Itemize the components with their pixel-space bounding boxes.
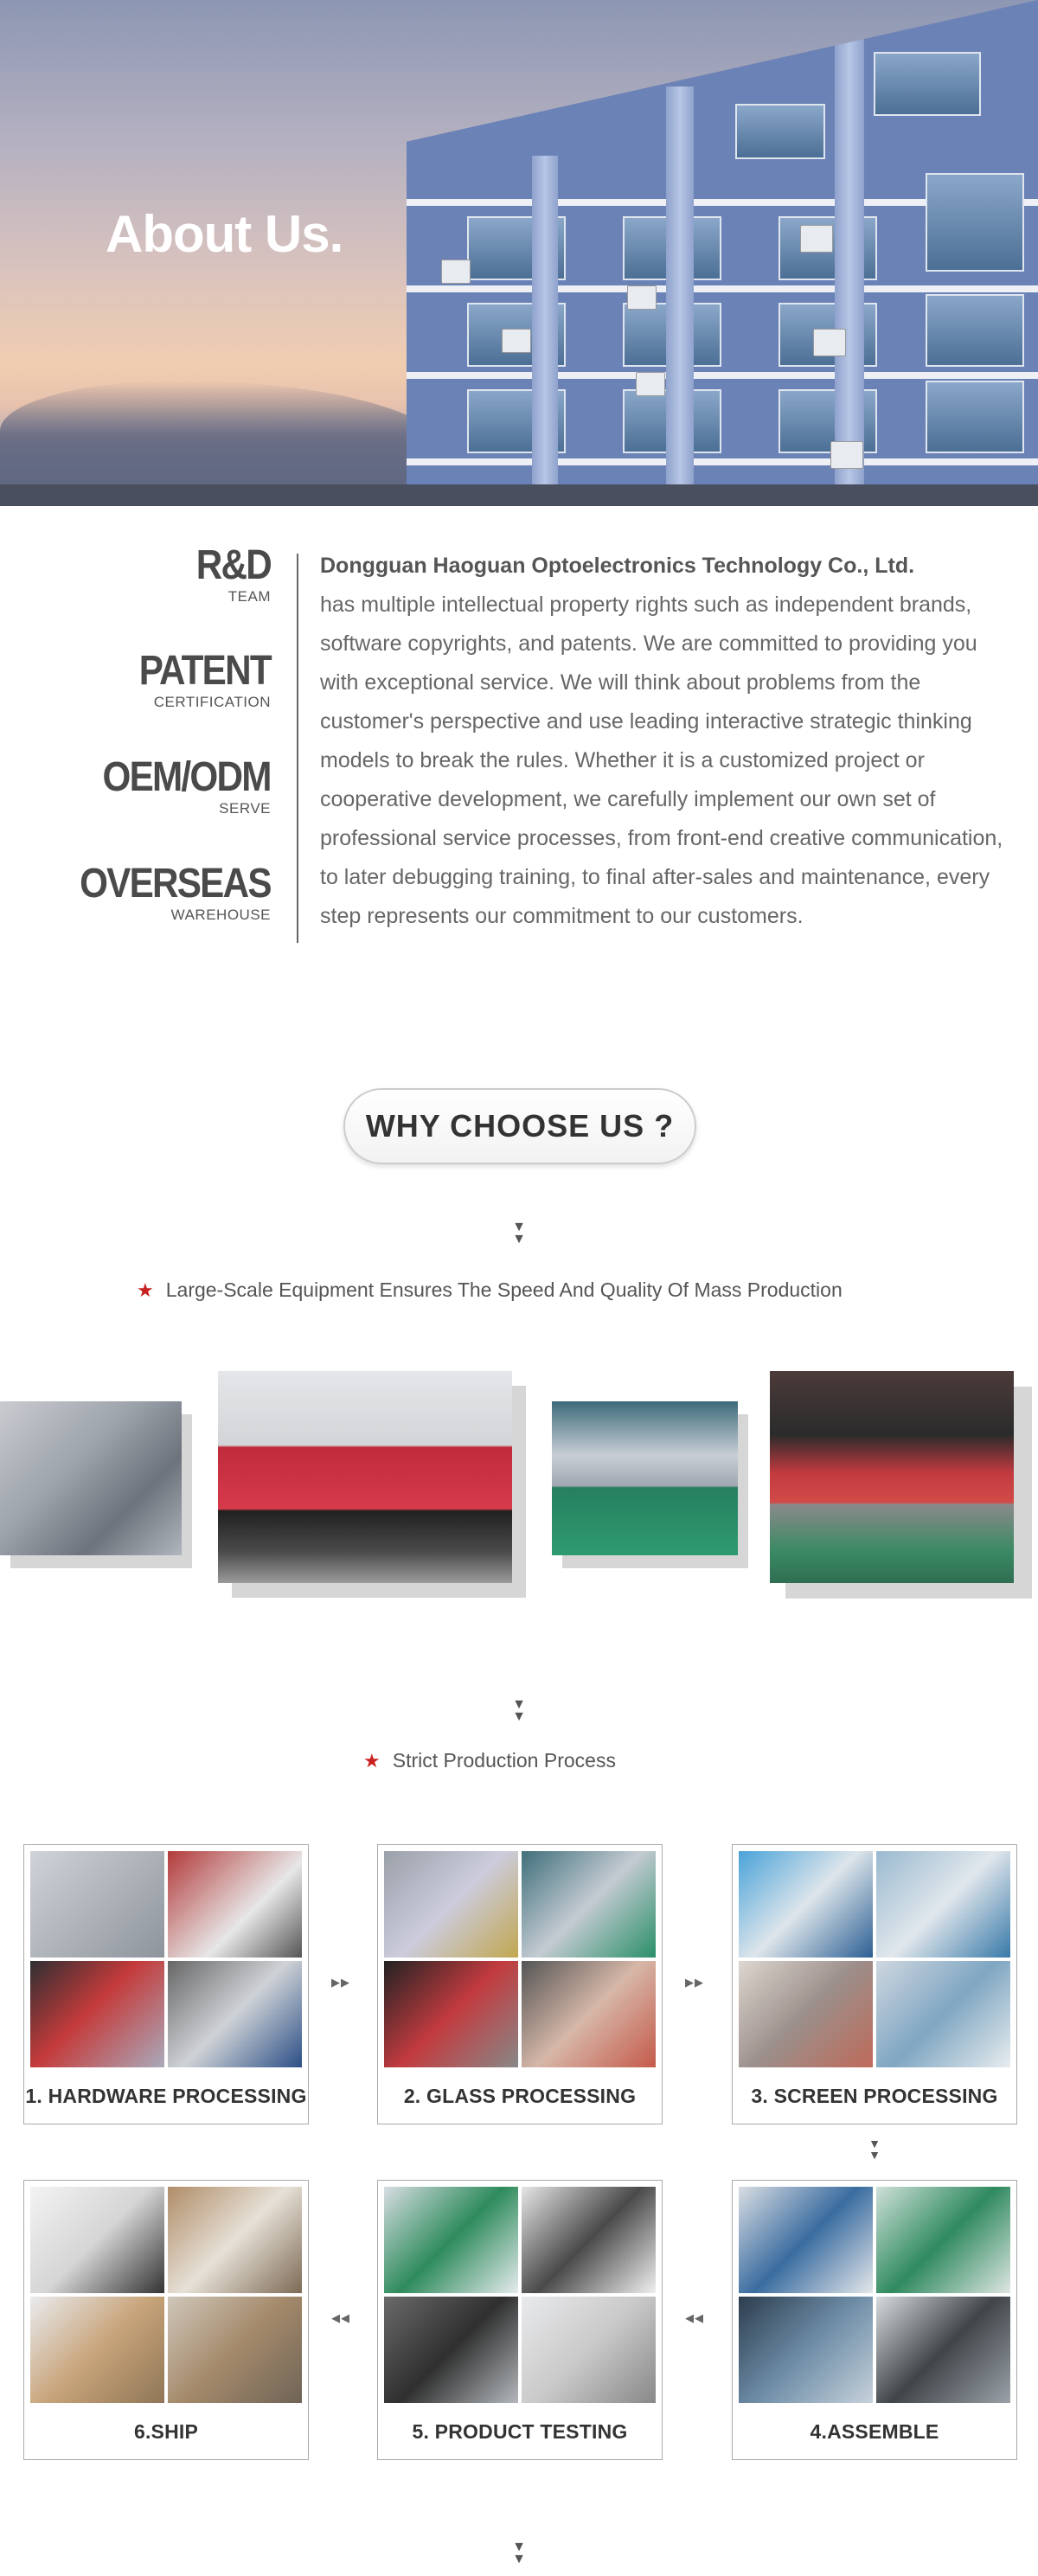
process-step-6-label: 6.SHIP [133,2420,199,2443]
company-name: Dongguan Haoguan Optoelectronics Technology Co., Ltd. [320,554,915,578]
stat-overseas-title: OVERSEAS [80,861,271,907]
process-step-6 [23,2180,309,2460]
process-step-4-label: 4.ASSEMBLE [810,2420,939,2443]
right-arrow-icon: ▶▶ [331,1976,350,1989]
stat-rd [186,543,271,606]
down-arrow-icon: ▼ ▼ [512,1697,526,1724]
left-arrow-icon: ◀◀ [685,2311,704,2324]
process-step-1-label: 1. HARDWARE PROCESSING [25,2085,307,2107]
process-step-3 [732,1844,1017,2124]
equipment-photo-4 [770,1371,1014,1583]
feature-equipment [137,1278,843,1302]
feature-process [363,1749,616,1772]
process-step-2 [377,1844,663,2124]
hero-ground [0,484,1038,506]
down-arrow-icon: ▼ ▼ [512,1220,526,1246]
down-arrow-icon: ▼ ▼ [512,2540,526,2566]
hero-building-image [407,0,1038,506]
equipment-photo-3 [552,1401,738,1555]
down-arrow-icon: ▼ ▼ [868,2137,881,2162]
stat-rd-subtitle: TEAM [227,588,271,605]
process-step-5-label: 5. PRODUCT TESTING [412,2420,628,2443]
equipment-photo-1 [0,1401,182,1555]
stat-overseas-subtitle: WAREHOUSE [170,907,271,923]
equipment-photo-2 [218,1371,512,1583]
about-body: has multiple intellectual property rights such as independent brands, software copyrights, and patents. We are committed to providing you with exceptional service. We will think about problems from the customer's perspective and use leading interactive strategic thinking models to break the rules. Whether it is a customized project or cooperative development, we carefully implement our own set of professional service processes, from front-end creative communication, to later debugging training, to final after-sales and maintenance, every step represents our commitment to our customers. [320,593,1003,928]
stat-oem [80,755,271,817]
stat-oem-subtitle: SERVE [219,800,271,817]
stat-patent [121,649,271,711]
stat-patent-title: PATENT [138,648,271,694]
process-step-1 [23,1844,309,2124]
feature-equipment-text: Large-Scale Equipment Ensures The Speed And Quality Of Mass Production [165,1278,843,1301]
stat-patent-subtitle: CERTIFICATION [153,694,271,710]
about-stats [52,543,271,950]
page-title: About Us. [106,205,343,263]
feature-process-text: Strict Production Process [392,1749,616,1772]
stat-overseas [54,862,271,924]
stat-oem-title: OEM/ODM [102,754,271,800]
hero-banner [0,0,1038,506]
about-description [320,547,1021,936]
why-choose-us-heading [343,1088,696,1164]
star-icon: ★ [363,1750,381,1772]
process-step-5 [377,2180,663,2460]
process-step-4 [732,2180,1017,2460]
why-choose-us-title: WHY CHOOSE US ? [365,1108,675,1144]
process-step-3-label: 3. SCREEN PROCESSING [751,2085,998,2107]
right-arrow-icon: ▶▶ [685,1976,704,1989]
star-icon: ★ [137,1279,154,1301]
process-step-2-label: 2. GLASS PROCESSING [403,2085,637,2107]
about-divider [297,554,298,943]
left-arrow-icon: ◀◀ [331,2311,350,2324]
stat-rd-title: R&D [195,542,271,588]
